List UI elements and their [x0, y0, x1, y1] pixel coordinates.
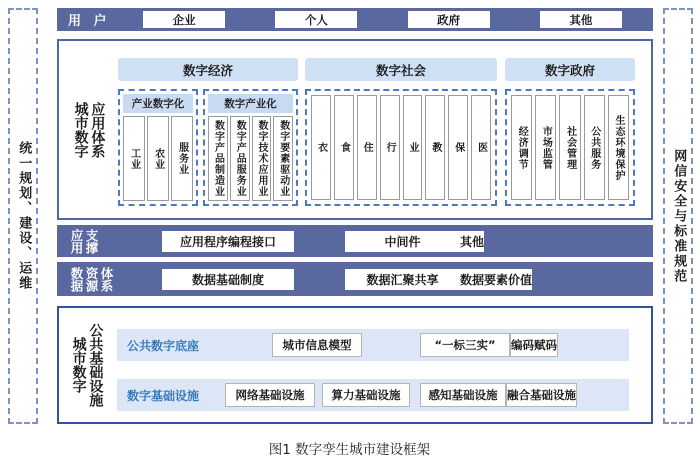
public-digital-base-items: [215, 333, 629, 357]
digital-industrialization-header: 数字产业化: [208, 94, 293, 113]
government-item: 生态环境保护: [608, 95, 629, 200]
industry-digitalization-header: 产业数字化: [123, 94, 193, 113]
society-item: 医: [471, 95, 491, 200]
industry-item: 工业: [123, 116, 145, 201]
public-infrastructure-box: [57, 306, 653, 424]
government-item: 市场监管: [535, 95, 556, 200]
digital-industry-item: 数字技术应用业: [252, 116, 272, 201]
left-rail-label: 统一规划、建设、运维: [16, 141, 32, 291]
user-chip: 其他: [540, 11, 622, 28]
user-chip: 企业: [143, 11, 225, 28]
data-resource-label-col1: 数据: [69, 266, 84, 292]
support-item: 应用程序编程接口: [162, 231, 294, 252]
society-item: 保: [448, 95, 468, 200]
digital-industry-item: 数字要素驱动业: [273, 116, 293, 201]
infrastructure-item: 感知基础设施: [420, 383, 506, 407]
digital-government-header: 数字政府: [505, 58, 635, 81]
subgroup-industry-digitalization: [118, 89, 198, 206]
digital-economy-header: 数字经济: [118, 58, 298, 81]
data-resource-label-col2: 资源: [84, 266, 99, 292]
infrastructure-item: 网络基础设施: [225, 383, 315, 407]
support-item: 其他: [460, 231, 484, 252]
users-bar: [57, 8, 653, 31]
right-rail-label: 网信安全与标准规范: [671, 148, 687, 284]
application-support-label-col2: 支撑: [84, 228, 99, 254]
society-item: 衣: [311, 95, 331, 200]
infrastructure-item: 融合基础设施: [506, 383, 577, 407]
public-infrastructure-label: [70, 323, 102, 407]
group-digital-society: [305, 58, 497, 206]
application-system-label: [72, 102, 104, 158]
data-resource-items: [117, 269, 653, 290]
group-digital-economy: [118, 58, 298, 206]
digital-society-items: [305, 89, 497, 206]
digital-base-item: “一标三实”: [420, 333, 510, 357]
application-system-label-col2: 应用体系: [89, 101, 106, 158]
digital-infrastructure-items: [215, 383, 629, 407]
digital-base-item: 城市信息模型: [272, 333, 362, 357]
digital-government-items: [505, 89, 635, 206]
subgroup-digital-industrialization: [203, 89, 298, 206]
government-item: 社会管理: [559, 95, 580, 200]
left-rail-unified-planning: [8, 8, 38, 424]
user-chip: 个人: [275, 11, 357, 28]
public-digital-base-label: 公共数字底座: [127, 338, 200, 353]
society-item: 业: [403, 95, 423, 200]
support-item: 中间件: [345, 231, 460, 252]
digital-economy-subgroups: [118, 89, 298, 206]
application-support-label: [57, 229, 117, 254]
public-digital-base-strip: [117, 329, 629, 361]
infrastructure-item: 算力基础设施: [322, 383, 410, 407]
digital-infrastructure-label: 数字基础设施: [127, 388, 200, 403]
application-system-label-col1: 城市数字: [72, 101, 89, 158]
group-digital-government: [505, 58, 635, 206]
application-system-box: [57, 39, 653, 220]
users-chip-list: [118, 11, 653, 28]
application-support-bar: [57, 225, 653, 257]
application-support-label-col1: 应用: [69, 228, 84, 254]
users-bar-label: 用 户: [68, 14, 111, 29]
public-infrastructure-label-col2: 公共基础设施: [87, 323, 104, 407]
data-resource-label: [57, 267, 117, 292]
figure-caption: 图1 数字孪生城市建设框架: [268, 442, 431, 458]
digital-industrialization-items: [208, 116, 293, 201]
digital-industry-item: 数字产品制造业: [208, 116, 228, 201]
industry-item: 服务业: [171, 116, 193, 201]
industry-item: 农业: [147, 116, 169, 201]
user-chip: 政府: [408, 11, 490, 28]
society-item: 教: [425, 95, 445, 200]
digital-infrastructure-strip: [117, 379, 629, 411]
data-resource-item: 数据要素价值: [460, 269, 532, 290]
government-item: 公共服务: [584, 95, 605, 200]
digital-base-item: 编码赋码: [510, 333, 558, 357]
digital-society-header: 数字社会: [305, 58, 497, 81]
data-resource-item: 数据基础制度: [162, 269, 294, 290]
right-rail-network-security: [663, 8, 693, 424]
society-item: 行: [380, 95, 400, 200]
society-item: 食: [334, 95, 354, 200]
digital-industry-item: 数字产品服务业: [230, 116, 250, 201]
society-item: 住: [357, 95, 377, 200]
public-infrastructure-label-col1: 城市数字: [70, 337, 87, 393]
data-resource-bar: [57, 262, 653, 296]
industry-digitalization-items: [123, 116, 193, 201]
data-resource-item: 数据汇聚共享: [345, 269, 460, 290]
government-item: 经济调节: [511, 95, 532, 200]
application-support-items: [117, 231, 653, 252]
data-resource-label-col3: 体系: [99, 266, 114, 292]
